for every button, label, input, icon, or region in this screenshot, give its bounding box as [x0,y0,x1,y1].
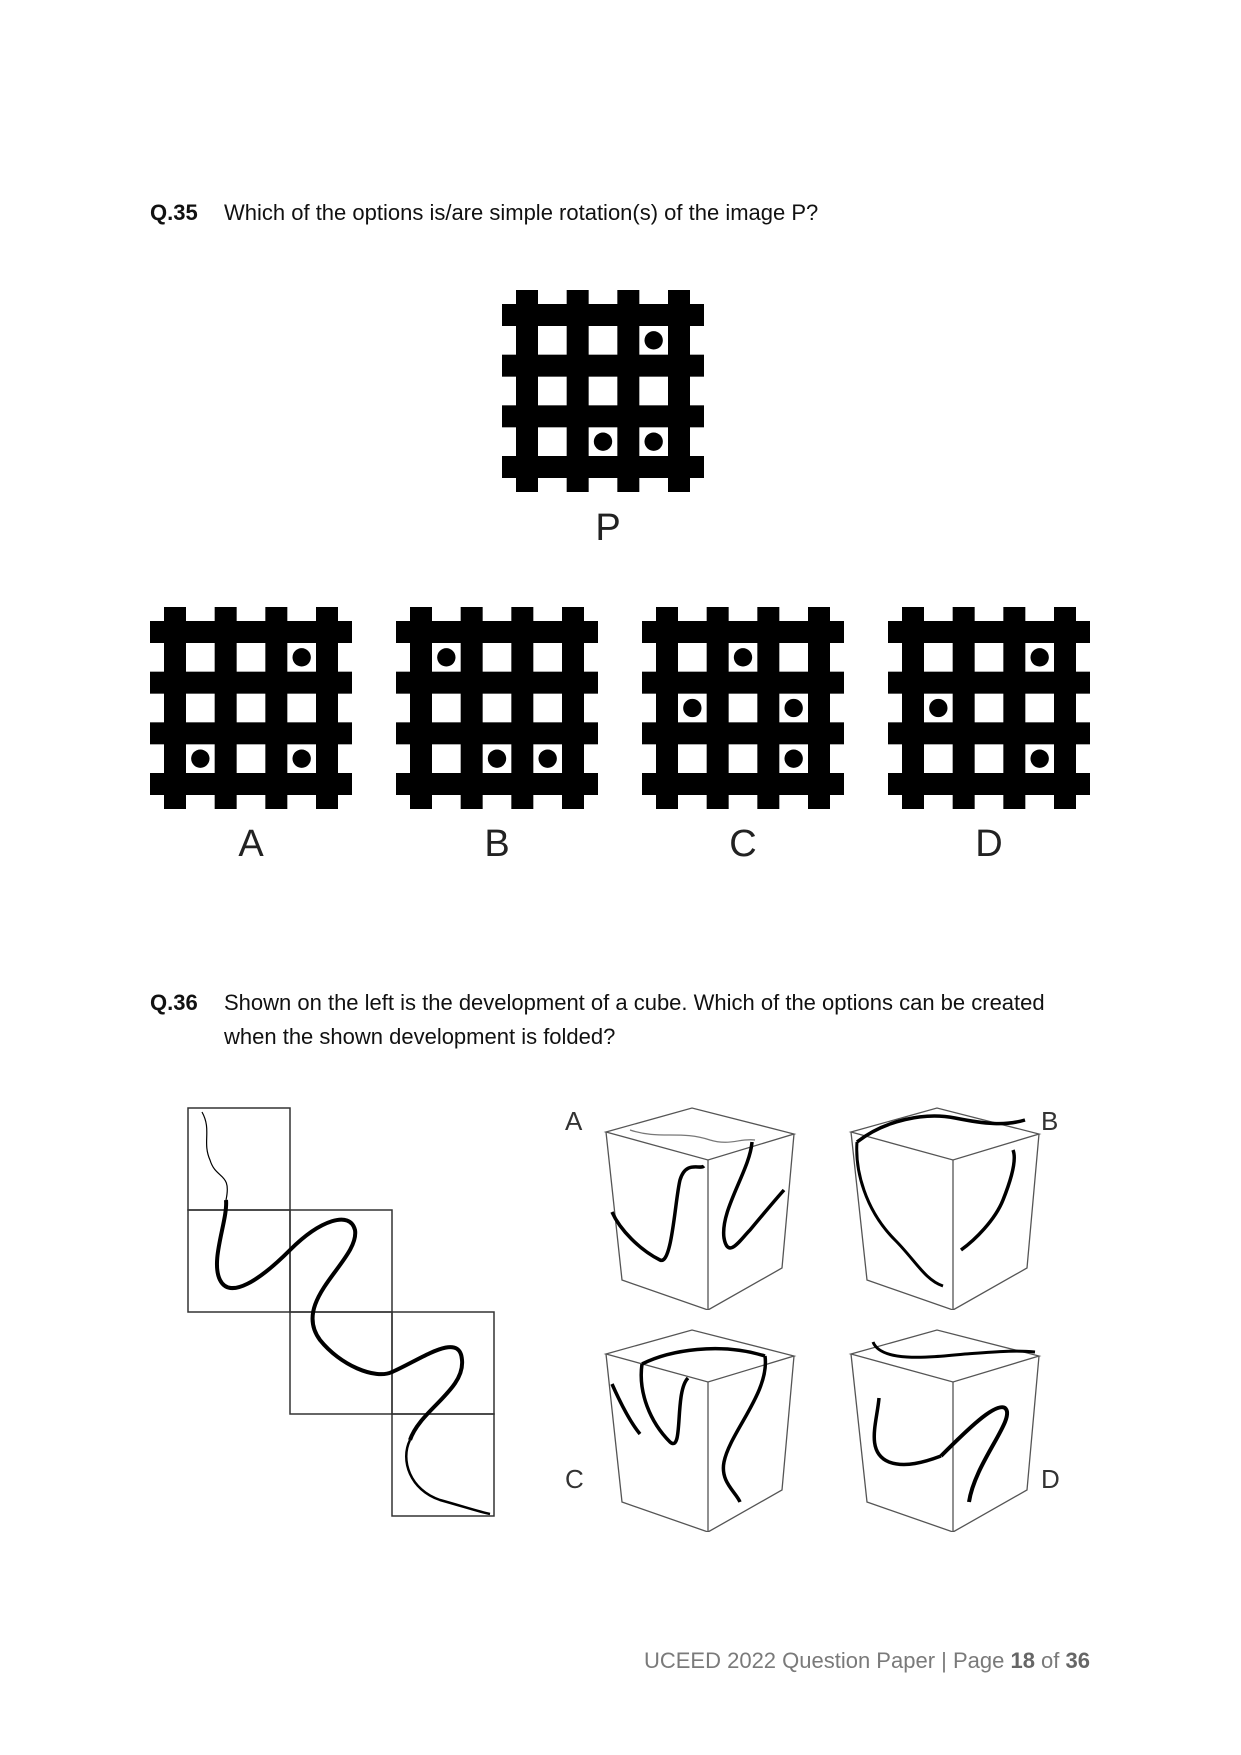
grid-stub [642,672,656,694]
grid-corner-fill [594,432,612,450]
grid-stub [953,795,975,809]
grid-hole [533,694,562,723]
option-label-B: B [484,823,510,865]
grid-hole [237,694,266,723]
cube-label-C: C [565,1464,584,1494]
grid-stub [888,672,902,694]
grid-stub [1076,621,1090,643]
grid-stub [690,304,704,326]
grid-corner-fill [1030,749,1048,767]
net-curve [202,1112,227,1200]
grid-hole [729,694,758,723]
grid-stub [150,722,164,744]
grid-hole [1025,694,1054,723]
grid-hole [924,744,953,773]
grid-stub [516,290,538,304]
grid-hole [589,326,618,355]
grid-stub [707,795,729,809]
grid-corner-fill [292,648,310,666]
grid-corner-fill [683,699,701,717]
grid-hole [975,744,1004,773]
grid-hole [237,643,266,672]
grid-stub [502,355,516,377]
grid-stub [316,795,338,809]
grid-stub [830,621,844,643]
cube-label-D: D [1041,1464,1060,1494]
grid-corner-fill [929,699,947,717]
footer-prefix: UCEED 2022 Question Paper | Page [643,1648,1011,1673]
grid-stub [902,607,924,621]
grid-stub [690,355,704,377]
grid-stub [396,722,410,744]
grid-stub [1054,607,1076,621]
grid-stub [888,621,902,643]
grid-option-C[interactable] [642,607,844,809]
page-footer [630,1648,1090,1674]
grid-corner-fill [191,749,209,767]
grid-hole [432,744,461,773]
grid-hole [779,643,808,672]
grid-hole [538,326,567,355]
grid-stub [396,672,410,694]
grid-stub [215,607,237,621]
grid-hole [237,744,266,773]
grid-stub [1003,795,1025,809]
option-label-D: D [975,823,1003,865]
cube-option-A[interactable] [600,1100,810,1310]
grid-hole [639,377,668,406]
grid-hole [924,643,953,672]
grid-stub [338,722,352,744]
grid-hole [186,643,215,672]
grid-hole [589,377,618,406]
question-number: Q.35 [150,200,198,225]
grid-stub [265,795,287,809]
grid-stub [1003,607,1025,621]
grid-corner-fill [292,749,310,767]
grid-hole [538,427,567,456]
cube-option-D[interactable] [845,1322,1055,1532]
grid-stub [410,607,432,621]
grid-stub [516,478,538,492]
grid-option-B[interactable] [396,607,598,809]
question-text-line-1: Shown on the left is the development of a cube. Which of the options can be created [224,990,1045,1015]
grid-stub [1076,672,1090,694]
net-face [290,1312,392,1414]
grid-corner-fill [784,749,802,767]
grid-stub [338,621,352,643]
grid-stub [757,795,779,809]
figure-label-P: P [595,507,621,549]
grid-stub [164,795,186,809]
grid-stub [502,456,516,478]
grid-stub [656,607,678,621]
grid-stub [461,795,483,809]
grid-stub [410,795,432,809]
grid-hole [678,744,707,773]
grid-stub [584,621,598,643]
grid-stub [584,722,598,744]
grid-corner-fill [538,749,556,767]
grid-hole [538,377,567,406]
grid-stub [902,795,924,809]
grid-stub [502,405,516,427]
grid-stub [830,672,844,694]
grid-figure-P [502,290,704,492]
grid-stub [502,304,516,326]
net-curve [217,1200,462,1440]
grid-stub [150,621,164,643]
cube-label-B: B [1041,1106,1059,1136]
grid-stub [830,773,844,795]
footer-of: of [1034,1648,1066,1673]
question-text: Which of the options is/are simple rotation(s) of the image P? [224,200,819,225]
option-label-C: C [729,823,757,865]
footer-page-number: 18 [1010,1648,1035,1673]
grid-stub [562,607,584,621]
cube-option-B[interactable] [845,1100,1055,1310]
question-number: Q.36 [150,990,198,1015]
grid-option-A[interactable] [150,607,352,809]
grid-stub [642,722,656,744]
grid-hole [975,643,1004,672]
grid-stub [396,773,410,795]
grid-stub [215,795,237,809]
grid-stub [150,773,164,795]
grid-stub [584,773,598,795]
grid-corner-fill [437,648,455,666]
grid-hole [533,643,562,672]
grid-corner-fill [488,749,506,767]
grid-stub [567,478,589,492]
grid-stub [808,607,830,621]
grid-stub [668,290,690,304]
grid-stub [316,607,338,621]
grid-stub [642,773,656,795]
grid-stub [690,456,704,478]
grid-corner-fill [644,432,662,450]
grid-corner-fill [644,331,662,349]
grid-stub [338,672,352,694]
grid-hole [432,694,461,723]
grid-stub [690,405,704,427]
net-face [188,1108,290,1210]
grid-stub [584,672,598,694]
grid-hole [287,694,316,723]
option-label-A: A [238,823,264,865]
grid-stub [562,795,584,809]
grid-hole [678,643,707,672]
grid-hole [483,643,512,672]
grid-hole [729,744,758,773]
grid-stub [656,795,678,809]
grid-stub [668,478,690,492]
grid-hole [186,694,215,723]
cube-label-A: A [565,1106,583,1136]
grid-stub [642,621,656,643]
cube-net [180,1100,510,1520]
grid-stub [1054,795,1076,809]
grid-stub [1076,773,1090,795]
net-curve [406,1440,490,1514]
grid-hole [975,694,1004,723]
footer-page-total: 36 [1065,1648,1090,1673]
grid-stub [830,722,844,744]
grid-stub [461,607,483,621]
grid-stub [808,795,830,809]
grid-corner-fill [734,648,752,666]
grid-stub [1076,722,1090,744]
grid-stub [150,672,164,694]
cube-option-C[interactable] [600,1322,810,1532]
grid-option-D[interactable] [888,607,1090,809]
grid-stub [888,722,902,744]
grid-stub [265,607,287,621]
grid-stub [567,290,589,304]
net-face [188,1210,290,1312]
grid-stub [617,478,639,492]
grid-corner-fill [784,699,802,717]
grid-corner-fill [1030,648,1048,666]
grid-stub [511,607,533,621]
grid-stub [617,290,639,304]
grid-stub [953,607,975,621]
grid-hole [483,694,512,723]
grid-stub [164,607,186,621]
question-text-line-2: when the shown development is folded? [224,1024,616,1049]
grid-stub [707,607,729,621]
grid-stub [757,607,779,621]
grid-stub [338,773,352,795]
grid-stub [511,795,533,809]
grid-stub [888,773,902,795]
grid-stub [396,621,410,643]
